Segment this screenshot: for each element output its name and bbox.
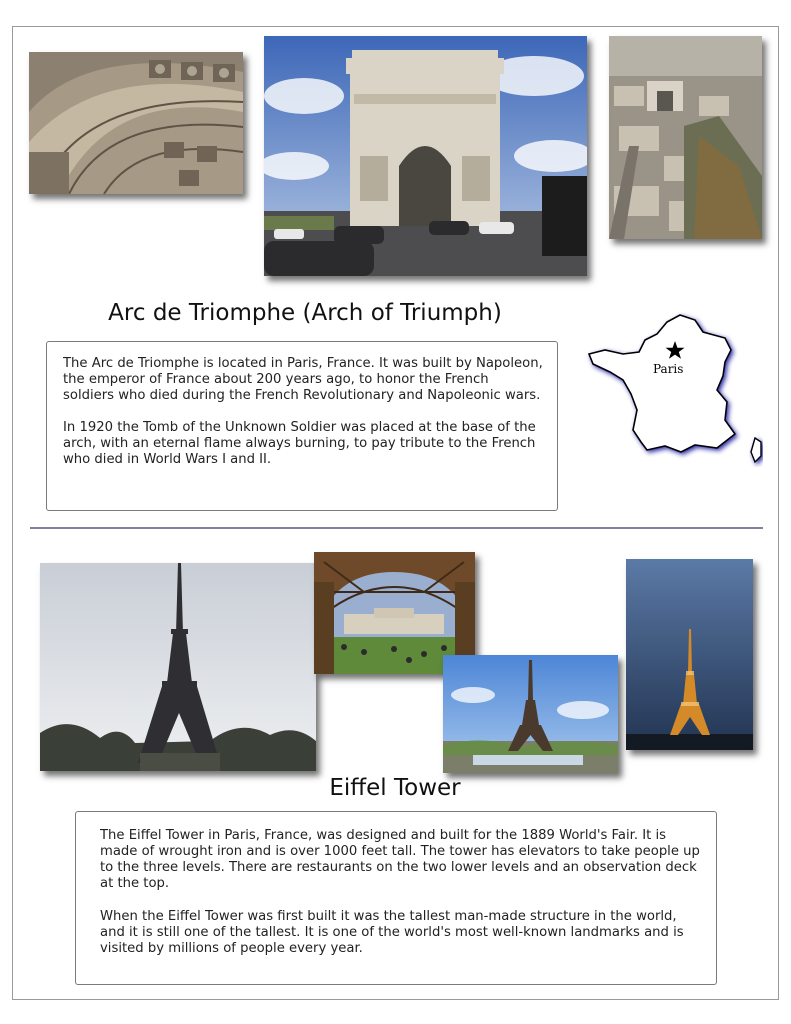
- eiffel-paragraph-2: When the Eiffel Tower was first built it was the tallest man-made structure in the world, and it is still one of the tallest. It is one of the world's most well-known landmarks and is visited by millions of people every year.: [100, 909, 684, 956]
- eiffel-tower-photo-large: [40, 563, 316, 771]
- eiffel-description-box: [75, 811, 717, 985]
- eiffel-fountain-photo: [443, 655, 618, 773]
- section-divider: [30, 527, 763, 529]
- arc-paragraph-1: The Arc de Triomphe is located in Paris, France. It was built by Napoleon, the emperor of France about 200 years ago, to honor the French soldiers who died during the French Revolutionary and Napoleonic wars.: [63, 356, 543, 403]
- eiffel-title: Eiffel Tower: [329, 775, 461, 801]
- arc-description-box: [46, 341, 558, 511]
- aerial-paris-photo: [609, 36, 762, 239]
- arc-de-triomphe-photo: [264, 36, 587, 276]
- paris-label: Paris: [653, 362, 684, 376]
- eiffel-paragraph-1: The Eiffel Tower in Paris, France, was designed and built for the 1889 World's Fair. It is made of wrought iron and is over 1000 feet tall. The tower has elevators to take people up to the three levels. There are restaurants on the two lower levels and an observation deck at the top.: [100, 828, 700, 891]
- arc-paragraph-2: In 1920 the Tomb of the Unknown Soldier was placed at the base of the arch, with an eternal flame always burning, to pay tribute to the French who died in World Wars I and II.: [63, 420, 536, 467]
- france-map: [585, 310, 770, 470]
- arch-ceiling-photo: [29, 52, 243, 194]
- eiffel-night-photo: [626, 559, 753, 750]
- arc-title: Arc de Triomphe (Arch of Triumph): [108, 300, 502, 326]
